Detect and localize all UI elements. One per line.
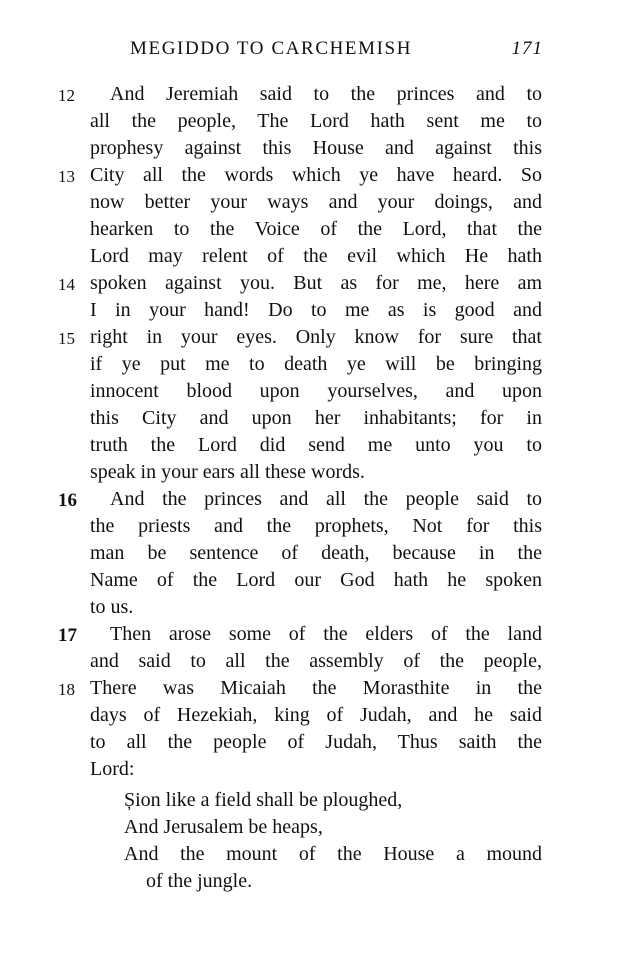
verse-number-14: 14 [58,275,75,294]
text-line: and said to all the assembly of the people, [90,650,542,672]
text-line: Then arose some of the elders of the land [90,623,542,645]
text-line: speak in your ears all these words. [90,461,365,483]
page-header [0,38,623,64]
verse-number-16: 16 [58,490,77,511]
text-line: I in your hand! Do to me as is good and [90,299,542,321]
poem-line: And Jerusalem be heaps, [124,816,323,838]
text-line: innocent blood upon yourselves, and upon [90,380,542,402]
text-line: prophesy against this House and against this [90,137,542,159]
running-title: MEGIDDO TO CARCHEMISH [130,38,413,59]
poem-line: of the jungle. [146,870,253,892]
text-line: Lord: [90,758,135,780]
text-line: Lord may relent of the evil which He hath [90,245,542,267]
text-line: spoken against you. But as for me, here am [90,272,542,294]
text-line: to us. [90,596,134,618]
text-line: There was Micaiah the Morasthite in the [90,677,542,699]
verse-number-15: 15 [58,329,75,348]
verse-number-17: 17 [58,625,77,646]
verse-number-12: 12 [58,86,75,105]
poem-line: And the mount of the House a mound [124,843,542,865]
poem-line: Șion like a field shall be ploughed, [124,789,403,811]
text-line: And the princes and all the people said to [90,488,542,510]
text-line: days of Hezekiah, king of Judah, and he said [90,704,542,726]
text-line: And Jeremiah said to the princes and to [90,83,542,105]
text-line: if ye put me to death ye will be bringing [90,353,542,375]
text-line: City all the words which ye have heard. So [90,164,542,186]
page-number: 171 [511,38,543,59]
text-line: now better your ways and your doings, and [90,191,542,213]
text-line: the priests and the prophets, Not for this [90,515,542,537]
text-line: Name of the Lord our God hath he spoken [90,569,542,591]
text-line: man be sentence of death, because in the [90,542,542,564]
text-line: truth the Lord did send me unto you to [90,434,542,456]
verse-number-13: 13 [58,167,75,186]
text-line: this City and upon her inhabitants; for in [90,407,542,429]
text-line: all the people, The Lord hath sent me to [90,110,542,132]
text-line: to all the people of Judah, Thus saith the [90,731,542,753]
text-line: hearken to the Voice of the Lord, that the [90,218,542,240]
text-line: right in your eyes. Only know for sure that [90,326,542,348]
verse-number-18: 18 [58,680,75,699]
